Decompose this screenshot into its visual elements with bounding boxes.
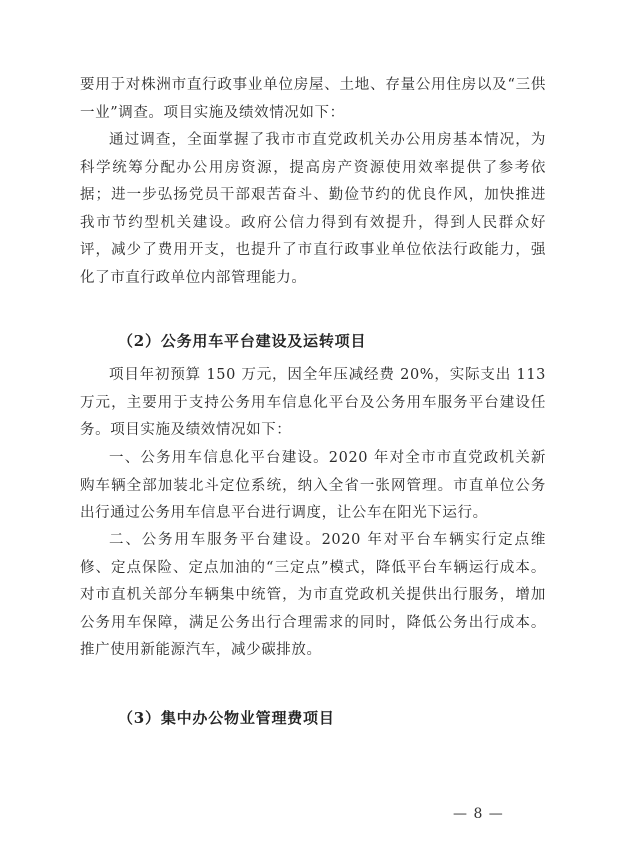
page-number: — 8 — (453, 806, 504, 822)
budget-paragraph-block (80, 362, 546, 445)
survey-results-paragraph: 通过调查，全面掌握了我市市直党政机关办公用房基本情况，为科学统筹分配办公用房资源，提高房产资源使用效率提供了参考依据；进一步弘扬党员干部艰苦奋斗、勤俭节约的优良作风，加快推进我市节约型机关建设。政府公信力得到有效提升，得到人民群众好评，减少了费用开支，也提升了市直行政事业单位依法行政能力，强化了市直行政单位内部管理能力。 (80, 132, 546, 286)
budget-paragraph: 项目年初预算 150 万元，因全年压减经费 20%，实际支出 113 万元，主要用于支持公务用车信息化平台及公务用车服务平台建设任务。项目实施及绩效情况如下： (80, 367, 546, 438)
survey-paragraph-block (80, 127, 546, 292)
intro-paragraph-block (80, 72, 546, 127)
informatization-platform-paragraph: 一、公务用车信息化平台建设。2020 年对全市市直党政机关新购车辆全部加装北斗定位系统，纳入全省一张网管理。市直单位公务出行通过公务用车信息平台进行调度，让公车在阳光下运行。 (80, 450, 546, 521)
item2-paragraph-block (80, 527, 546, 665)
section-heading-vehicle-platform: （2）公务用车平台建设及运转项目 (118, 332, 367, 350)
section-heading-property-management: （3）集中办公物业管理费项目 (118, 709, 335, 727)
item1-paragraph-block (80, 445, 546, 528)
intro-paragraph: 要用于对株洲市直行政事业单位房屋、土地、存量公用住房以及“三供一业”调查。项目实施及绩效情况如下： (80, 77, 546, 121)
service-platform-paragraph: 二、公务用车服务平台建设。2020 年对平台车辆实行定点维修、定点保险、定点加油的“三定点”模式，降低平台车辆运行成本。对市直机关部分车辆集中统管，为市直党政机关提供出行服务，增加公务用车保障，满足公务出行合理需求的同时，降低公务出行成本。推广使用新能源汽车，减少碳排放。 (80, 532, 546, 658)
